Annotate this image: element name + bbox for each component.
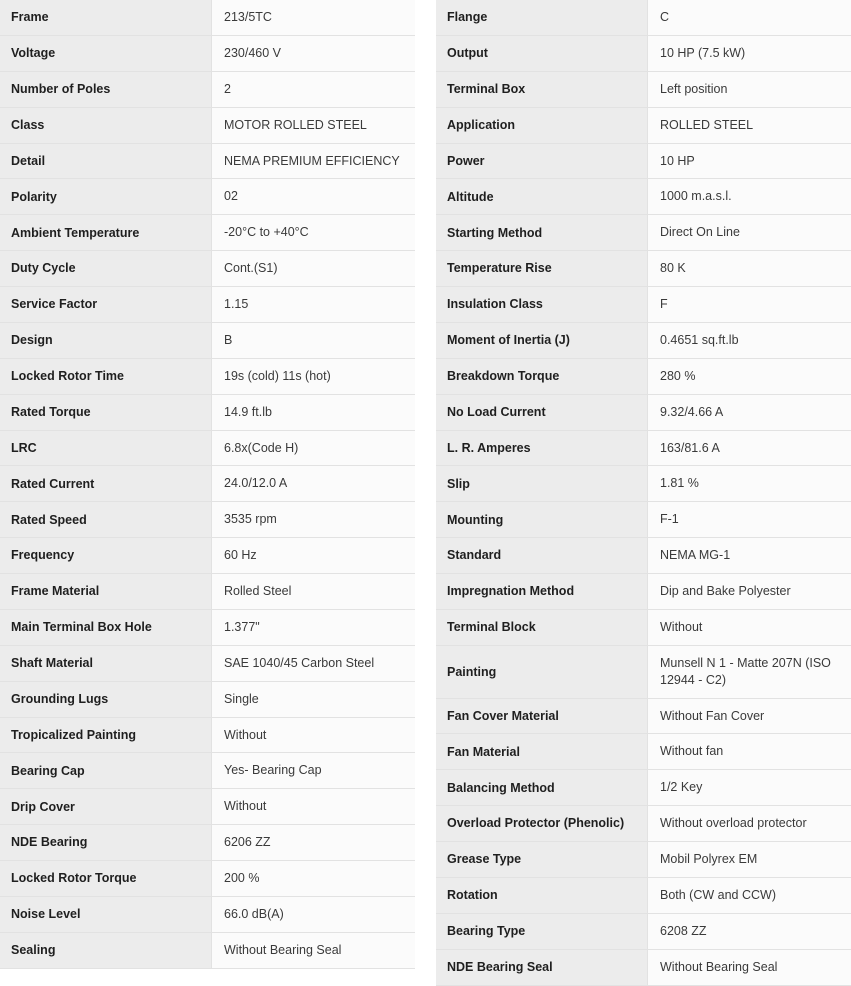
spec-label: Impregnation Method [436, 574, 648, 610]
spec-label: Application [436, 107, 648, 143]
table-row [0, 358, 415, 394]
table-row [436, 734, 851, 770]
spec-value: 213/5TC [212, 0, 416, 35]
spec-table-right-body [436, 0, 851, 985]
table-row [436, 430, 851, 466]
spec-label: Standard [436, 538, 648, 574]
spec-label: Grease Type [436, 842, 648, 878]
table-row [0, 35, 415, 71]
spec-value: 80 K [648, 251, 851, 287]
spec-label: Terminal Box [436, 71, 648, 107]
table-row [436, 698, 851, 734]
spec-value: NEMA MG-1 [648, 538, 851, 574]
table-row [0, 753, 415, 789]
spec-value: 1.81 % [648, 466, 851, 502]
spec-label: Rated Torque [0, 394, 212, 430]
spec-label: Locked Rotor Time [0, 358, 212, 394]
spec-label: Shaft Material [0, 645, 212, 681]
table-row [436, 806, 851, 842]
spec-label: Overload Protector (Phenolic) [436, 806, 648, 842]
spec-value: Without [648, 609, 851, 645]
spec-label: Detail [0, 143, 212, 179]
spec-label: NDE Bearing [0, 825, 212, 861]
table-row [436, 287, 851, 323]
spec-value: 1.15 [212, 287, 416, 323]
table-row [436, 71, 851, 107]
spec-label: Fan Cover Material [436, 698, 648, 734]
spec-label: Terminal Block [436, 609, 648, 645]
spec-value: Cont.(S1) [212, 251, 416, 287]
spec-label: Starting Method [436, 215, 648, 251]
table-row [0, 861, 415, 897]
table-row [436, 574, 851, 610]
spec-label: Rotation [436, 877, 648, 913]
spec-label: Slip [436, 466, 648, 502]
spec-column-right [436, 0, 851, 986]
spec-label: Service Factor [0, 287, 212, 323]
spec-label: Temperature Rise [436, 251, 648, 287]
table-row [0, 107, 415, 143]
spec-value: 280 % [648, 358, 851, 394]
spec-value: Rolled Steel [212, 574, 416, 610]
spec-label: Painting [436, 645, 648, 698]
spec-label: Altitude [436, 179, 648, 215]
spec-label: Bearing Cap [0, 753, 212, 789]
table-row [436, 609, 851, 645]
spec-value: 10 HP (7.5 kW) [648, 35, 851, 71]
spec-value: 163/81.6 A [648, 430, 851, 466]
spec-value: F-1 [648, 502, 851, 538]
spec-value: 02 [212, 179, 416, 215]
spec-value: 66.0 dB(A) [212, 896, 416, 932]
table-row [0, 179, 415, 215]
spec-value: 24.0/12.0 A [212, 466, 416, 502]
spec-label: Breakdown Torque [436, 358, 648, 394]
table-row [436, 394, 851, 430]
spec-label: Voltage [0, 35, 212, 71]
spec-value: MOTOR ROLLED STEEL [212, 107, 416, 143]
spec-label: Fan Material [436, 734, 648, 770]
spec-label: Number of Poles [0, 71, 212, 107]
spec-column-left [0, 0, 415, 969]
spec-label: Polarity [0, 179, 212, 215]
spec-label: Sealing [0, 932, 212, 968]
spec-value: -20°C to +40°C [212, 215, 416, 251]
spec-label: Moment of Inertia (J) [436, 322, 648, 358]
spec-value: Without Fan Cover [648, 698, 851, 734]
table-row [436, 215, 851, 251]
spec-table-left-body [0, 0, 415, 968]
table-row [0, 394, 415, 430]
spec-value: 0.4651 sq.ft.lb [648, 322, 851, 358]
spec-label: Noise Level [0, 896, 212, 932]
table-row [436, 322, 851, 358]
spec-value: 9.32/4.66 A [648, 394, 851, 430]
spec-label: Drip Cover [0, 789, 212, 825]
table-row [436, 358, 851, 394]
spec-value: Without [212, 789, 416, 825]
spec-label: Rated Speed [0, 502, 212, 538]
table-row [0, 717, 415, 753]
table-row [436, 143, 851, 179]
table-row [0, 143, 415, 179]
table-row [0, 538, 415, 574]
spec-value: Without Bearing Seal [648, 949, 851, 985]
spec-value: Yes- Bearing Cap [212, 753, 416, 789]
spec-label: Rated Current [0, 466, 212, 502]
table-row [436, 107, 851, 143]
spec-value: 10 HP [648, 143, 851, 179]
spec-value: C [648, 0, 851, 35]
table-row [436, 877, 851, 913]
spec-label: Frame Material [0, 574, 212, 610]
spec-value: 6206 ZZ [212, 825, 416, 861]
spec-value: Without overload protector [648, 806, 851, 842]
spec-value: 60 Hz [212, 538, 416, 574]
spec-label: Balancing Method [436, 770, 648, 806]
spec-label: Class [0, 107, 212, 143]
spec-label: Ambient Temperature [0, 215, 212, 251]
spec-value: Left position [648, 71, 851, 107]
spec-value: 230/460 V [212, 35, 416, 71]
spec-value: 1/2 Key [648, 770, 851, 806]
table-row [0, 251, 415, 287]
spec-value: Without [212, 717, 416, 753]
spec-value: Munsell N 1 - Matte 207N (ISO 12944 - C2) [648, 645, 851, 698]
spec-value: Without Bearing Seal [212, 932, 416, 968]
spec-label: Duty Cycle [0, 251, 212, 287]
spec-label: Tropicalized Painting [0, 717, 212, 753]
table-row [0, 215, 415, 251]
table-row [0, 645, 415, 681]
spec-value: 1.377" [212, 609, 416, 645]
table-row [436, 179, 851, 215]
spec-value: 2 [212, 71, 416, 107]
spec-value: SAE 1040/45 Carbon Steel [212, 645, 416, 681]
spec-label: Frame [0, 0, 212, 35]
spec-table-left [0, 0, 415, 969]
table-row [0, 0, 415, 35]
spec-value: 3535 rpm [212, 502, 416, 538]
spec-value: 6208 ZZ [648, 913, 851, 949]
table-row [0, 287, 415, 323]
spec-value: Direct On Line [648, 215, 851, 251]
spec-value: 200 % [212, 861, 416, 897]
spec-label: Insulation Class [436, 287, 648, 323]
spec-value: 1000 m.a.s.l. [648, 179, 851, 215]
table-row [0, 825, 415, 861]
spec-value: F [648, 287, 851, 323]
spec-label: Grounding Lugs [0, 681, 212, 717]
spec-value: B [212, 322, 416, 358]
table-row [0, 502, 415, 538]
spec-value: NEMA PREMIUM EFFICIENCY [212, 143, 416, 179]
table-row [436, 0, 851, 35]
spec-table-right [436, 0, 851, 986]
spec-value: ROLLED STEEL [648, 107, 851, 143]
spec-label: Bearing Type [436, 913, 648, 949]
table-row [436, 538, 851, 574]
table-row [436, 35, 851, 71]
table-row [0, 430, 415, 466]
spec-label: Design [0, 322, 212, 358]
table-row [436, 502, 851, 538]
spec-label: Power [436, 143, 648, 179]
spec-value: 14.9 ft.lb [212, 394, 416, 430]
spec-value: 6.8x(Code H) [212, 430, 416, 466]
spec-value: Dip and Bake Polyester [648, 574, 851, 610]
spec-value: Both (CW and CCW) [648, 877, 851, 913]
table-row [0, 322, 415, 358]
table-row [0, 896, 415, 932]
table-row [436, 770, 851, 806]
spec-value: 19s (cold) 11s (hot) [212, 358, 416, 394]
spec-value: Mobil Polyrex EM [648, 842, 851, 878]
table-row [0, 466, 415, 502]
spec-value: Single [212, 681, 416, 717]
table-row [0, 574, 415, 610]
table-row [436, 466, 851, 502]
spec-label: Output [436, 35, 648, 71]
spec-label: Main Terminal Box Hole [0, 609, 212, 645]
table-row [436, 842, 851, 878]
table-row [0, 609, 415, 645]
spec-label: Locked Rotor Torque [0, 861, 212, 897]
spec-label: L. R. Amperes [436, 430, 648, 466]
table-row [0, 932, 415, 968]
table-row [436, 949, 851, 985]
table-row [436, 251, 851, 287]
spec-value: Without fan [648, 734, 851, 770]
table-row [436, 645, 851, 698]
table-row [0, 789, 415, 825]
spec-label: No Load Current [436, 394, 648, 430]
table-row [436, 913, 851, 949]
table-row [0, 71, 415, 107]
spec-label: NDE Bearing Seal [436, 949, 648, 985]
spec-label: Mounting [436, 502, 648, 538]
spec-label: Frequency [0, 538, 212, 574]
spec-label: Flange [436, 0, 648, 35]
spec-label: LRC [0, 430, 212, 466]
table-row [0, 681, 415, 717]
